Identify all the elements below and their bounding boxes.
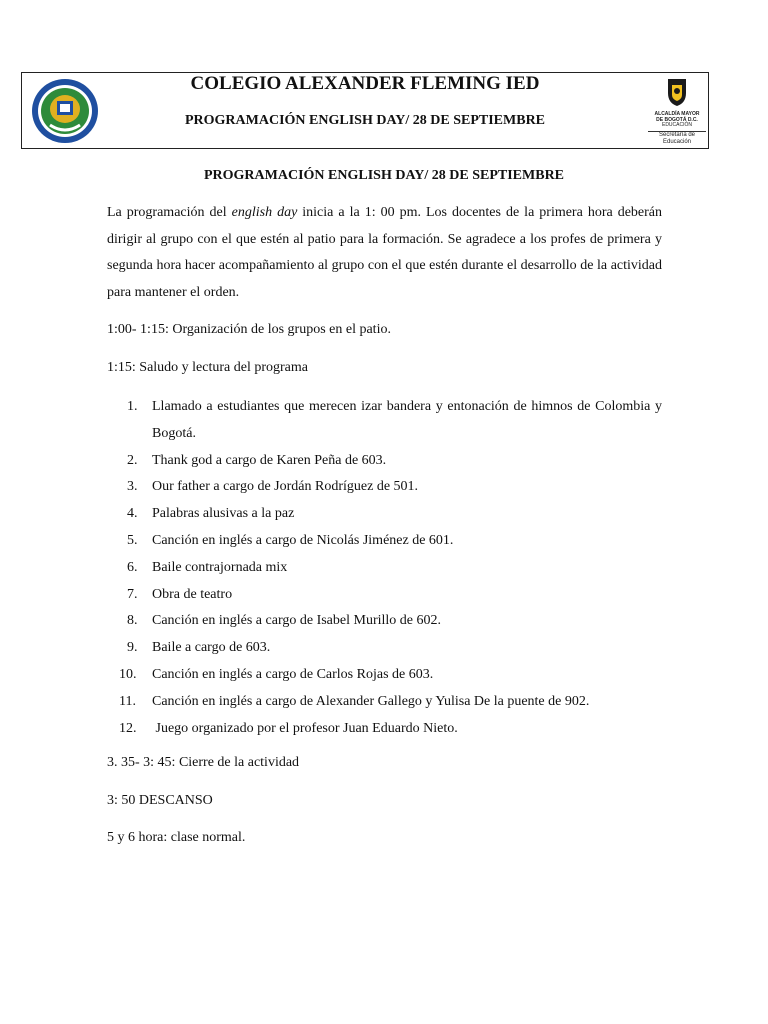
list-item-text: Juego organizado por el profesor Juan Eduardo Nieto. — [152, 720, 458, 736]
school-name: COLEGIO ALEXANDER FLEMING IED — [190, 73, 540, 94]
list-item-number: 2. — [127, 452, 138, 468]
list-item — [107, 448, 662, 475]
list-item-number: 9. — [127, 640, 138, 656]
list-item-text: Obra de teatro — [152, 586, 233, 602]
list-item-number: 1. — [127, 399, 138, 414]
schedule-line-greeting: 1:15: Saludo y lectura del programa — [107, 360, 308, 375]
header-subtitle: PROGRAMACIÓN ENGLISH DAY/ 28 DE SEPTIEMBRE — [184, 113, 546, 128]
list-item — [107, 555, 662, 582]
list-item-number: 12. — [119, 720, 137, 736]
list-item-text: Thank god a cargo de Karen Peña de 603. — [152, 452, 387, 468]
intro-paragraph — [107, 200, 662, 306]
program-list — [107, 394, 662, 742]
list-item-text: Canción en inglés a cargo de Alexander Gallego y Yulisa De la puente de 902. — [152, 693, 590, 709]
intro-emphasis: english day — [231, 205, 298, 220]
list-item-number: 5. — [127, 532, 138, 548]
secretaria-label: Secretaría de Educación — [648, 131, 706, 146]
document-header — [21, 72, 709, 149]
list-item-number: 10. — [119, 666, 137, 682]
list-item-number: 3. — [127, 479, 138, 495]
list-item — [107, 501, 662, 528]
intro-text-rest: inicia a la 1: 00 pm. Los docentes de la primera hora deberán dirigir al grupo con el que estén al patio para la formación. Se agradece a los profes de primera y segunda hora hacer acompañamiento al grupo con el que estén durante el desarrollo de la actividad para mantener el orden. — [107, 205, 662, 300]
alcaldia-line-2: DE BOGOTÁ D.C. — [656, 116, 698, 123]
list-item — [107, 474, 662, 501]
list-item-text: Baile a cargo de 603. — [152, 640, 271, 656]
list-item — [107, 716, 662, 743]
list-item-text: Baile contrajornada mix — [152, 559, 288, 575]
list-item-number: 11. — [119, 693, 136, 709]
schedule-line-normal-class: 5 y 6 hora: clase normal. — [107, 830, 246, 845]
list-item-text: Our father a cargo de Jordán Rodríguez de 501. — [152, 479, 419, 495]
schedule-line-organization: 1:00- 1:15: Organización de los grupos en el patio. — [107, 322, 391, 337]
list-item — [107, 635, 662, 662]
list-item-text: Canción en inglés a cargo de Nicolás Jiménez de 601. — [152, 532, 454, 548]
bogota-shield-icon — [666, 77, 688, 107]
list-item-text: Palabras alusivas a la paz — [152, 506, 295, 522]
schedule-line-break: 3: 50 DESCANSO — [107, 793, 213, 808]
school-crest-icon — [30, 77, 100, 145]
list-item — [107, 528, 662, 555]
list-item-text: Canción en inglés a cargo de Isabel Murillo de 602. — [152, 613, 441, 629]
intro-text-start: La programación del — [107, 205, 232, 220]
list-item-number: 6. — [127, 559, 138, 575]
list-item — [107, 608, 662, 635]
document-title: PROGRAMACIÓN ENGLISH DAY/ 28 DE SEPTIEMBRE — [203, 168, 565, 183]
list-item-number: 8. — [127, 613, 138, 629]
list-item-text: Canción en inglés a cargo de Carlos Rojas de 603. — [152, 666, 434, 682]
schedule-line-closing: 3. 35- 3: 45: Cierre de la actividad — [107, 755, 300, 770]
list-item-number: 7. — [127, 586, 138, 602]
alcaldia-line-1: ALCALDÍA MAYOR — [654, 111, 700, 117]
list-item — [107, 662, 662, 689]
list-item — [107, 689, 662, 716]
list-item-text: Llamado a estudiantes que merecen izar bandera y entonación de himnos de Colombia y Bogotá. — [152, 399, 662, 441]
list-item — [107, 582, 662, 609]
alcaldia-logo — [648, 77, 706, 147]
alcaldia-line-3: EDUCACIÓN — [661, 122, 692, 128]
list-item-number: 4. — [127, 506, 138, 522]
list-item — [107, 394, 662, 448]
